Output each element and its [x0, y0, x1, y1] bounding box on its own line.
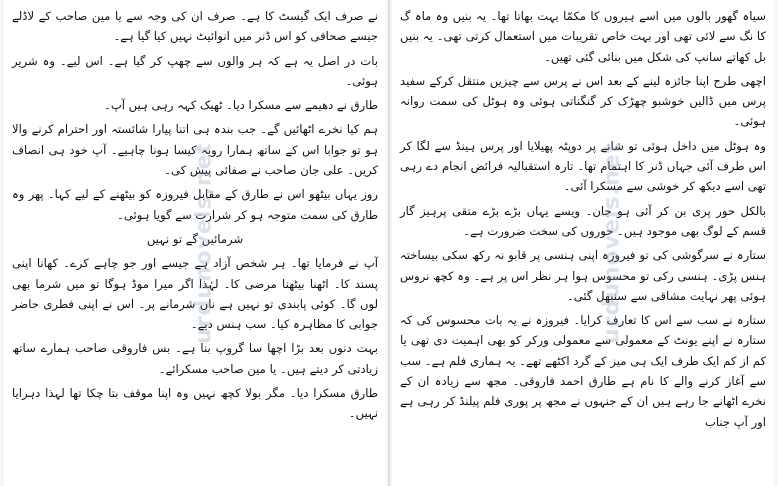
- paragraph: ہم کیا نخرے اٹھائیں گے۔ جب بندہ ہی اتنا پیارا شائستہ اور احترام کرنے والا ہو تو جوابا اس کے ساتھ ہمارا رویہ کیسا ہونا چاہیے۔ آپ خود ہی انصاف کریں۔ علی جان صاحب نے صفائی پیش کی۔: [12, 122, 378, 178]
- paragraph: آپ نے فرمایا تھا۔ ہر شخص آزاد ہے جیسے اور جو چاہے کرے۔ کھانا اپنی پسند کا۔ اٹھنا بیٹھنا مرضی کا۔ لہٰذا اگر میرا موڈ ہوگا تو میں شرما بھی لوں گا۔ کوئی پابندی تو نہیں ہے ناں شرمانے پر۔ اس نے اپنی فطری حاضر جوابی کا مظاہرہ کیا۔ سب ہنس دیے۔: [12, 256, 378, 332]
- paragraph: بہت دنوں بعد بڑا اچھا سا گروپ بنا ہے۔ بس فاروقی صاحب ہمارے ساتھ زیادتی کر دیتے ہیں۔ یا مین صاحب مسکرائے۔: [12, 341, 378, 376]
- paragraph: وہ ہوٹل میں داخل ہوئی تو شانے پر دوپٹہ پھیلایا اور پرس ہینڈ سے لگا کر اس طرف آئی جہاں ڈنر کا اہتمام تھا۔ تارہ استقبالیہ فرائض انجام دے رہی تھی اسے دیکھ کر خوشی سے مسکرا آئی۔: [400, 138, 766, 194]
- watermark-text: urdunovels.net: [599, 141, 625, 345]
- paragraph: بات در اصل یہ ہے کہ ہر والوں سے چھپ کر گیا ہے۔ اس لیے۔ وہ شریر ہوئی۔: [12, 53, 378, 88]
- paragraph: طارق مسکرا دیا۔ مگر بولا کچھ نہیں وہ اپنا موقف بتا چکا تھا لہذا دہرایا نہیں۔: [12, 386, 378, 421]
- paragraph: طارق نے دھیمے سے مسکرا دیا۔ ٹھیک کہہ رہی ہیں آپ۔: [104, 98, 378, 113]
- paragraph: بالکل حور پری بن کر آئی ہو جان۔ ویسے یہاں بڑے بڑے متقی پرہیز گار قسم کے لوگ بھی موجود ہیں۔ حوروں کی سخت ضرورت ہے۔: [400, 203, 766, 238]
- paragraph: شرمائیں گے تو نہیں: [146, 231, 244, 246]
- left-text-column: [4, 0, 386, 486]
- watermark-text: urdunovels.net: [191, 141, 217, 345]
- paragraph: ستارہ نے سرگوشی کی تو فیروزہ اپنی ہنسی پر قابو نہ رکھ سکی بیساختہ ہنس پڑی۔ ہنسی رکی تو محسوس ہوا ہر نظر اس پر ہے۔ وہ کچھ نروس ہوئی پھر نہایت مشاقی سے سنبھل گئی۔: [400, 248, 766, 303]
- right-text-column: [392, 0, 774, 486]
- paragraph: ستارہ نے سب سے اس کا تعارف کرایا۔ فیروزہ نے یہ بات محسوس کی کہ ستارہ نے اپنے یونٹ کے معمولی سے معمولی ورکر کو بھی اہمیت دی تھی یا کم از کم ایک طرف ایک ہی میز کے گرد اکٹھے تھے۔ یہ ہماری فلم ہے۔ سب سے آغاز کرنے والے کا نام ہے طارق احمد فاروقی۔ مجھ سے زیادہ ان کے نخرے اٹھانے جا رہے ہیں ان کے جنہوں نے مجھ پر پوری فلم پیلنڈ کر رہی ہے اور آپ جناب: [400, 313, 766, 429]
- paragraph: روز یہاں بیٹھو اس نے طارق کے مقابل فیروزہ کو بیٹھنے کے لیے کہا۔ پھر وہ طارق کی سمت متوجہ ہو کر شرارت سے گویا ہوئی۔: [12, 187, 378, 222]
- paragraph: سیاہ گھور بالوں میں اسے ہیروں کا مکمّا بہت بھاتا تھا۔ یہ بنیں وہ ماہ گ کا نگ سے لائی تھی اور بہت خاص تقریبات میں استعمال کرتی تھی۔ یہ بنیں بل کھاتے سانپ کی شکل میں بنائی گئی تھیں۔: [400, 9, 766, 64]
- paragraph: نے صرف ایک گیسٹ کا ہے۔ صرف ان کی وجہ سے یا مین صاحب کے لاڈلے جیسے صحافی کو اس ڈنر میں انوائیٹ نہیں کیا گیا ہے۔: [12, 9, 378, 44]
- paragraph: اچھی طرح اپنا جائزہ لینے کے بعد اس نے پرس سے چیزیں منتقل کرکے سفید پرس میں ڈالیں خوشبو چھڑک کر گنگناتی ہوئی وہ ہوٹل کی سمت روانہ ہوئی۔: [400, 73, 766, 129]
- column-divider: [388, 0, 390, 486]
